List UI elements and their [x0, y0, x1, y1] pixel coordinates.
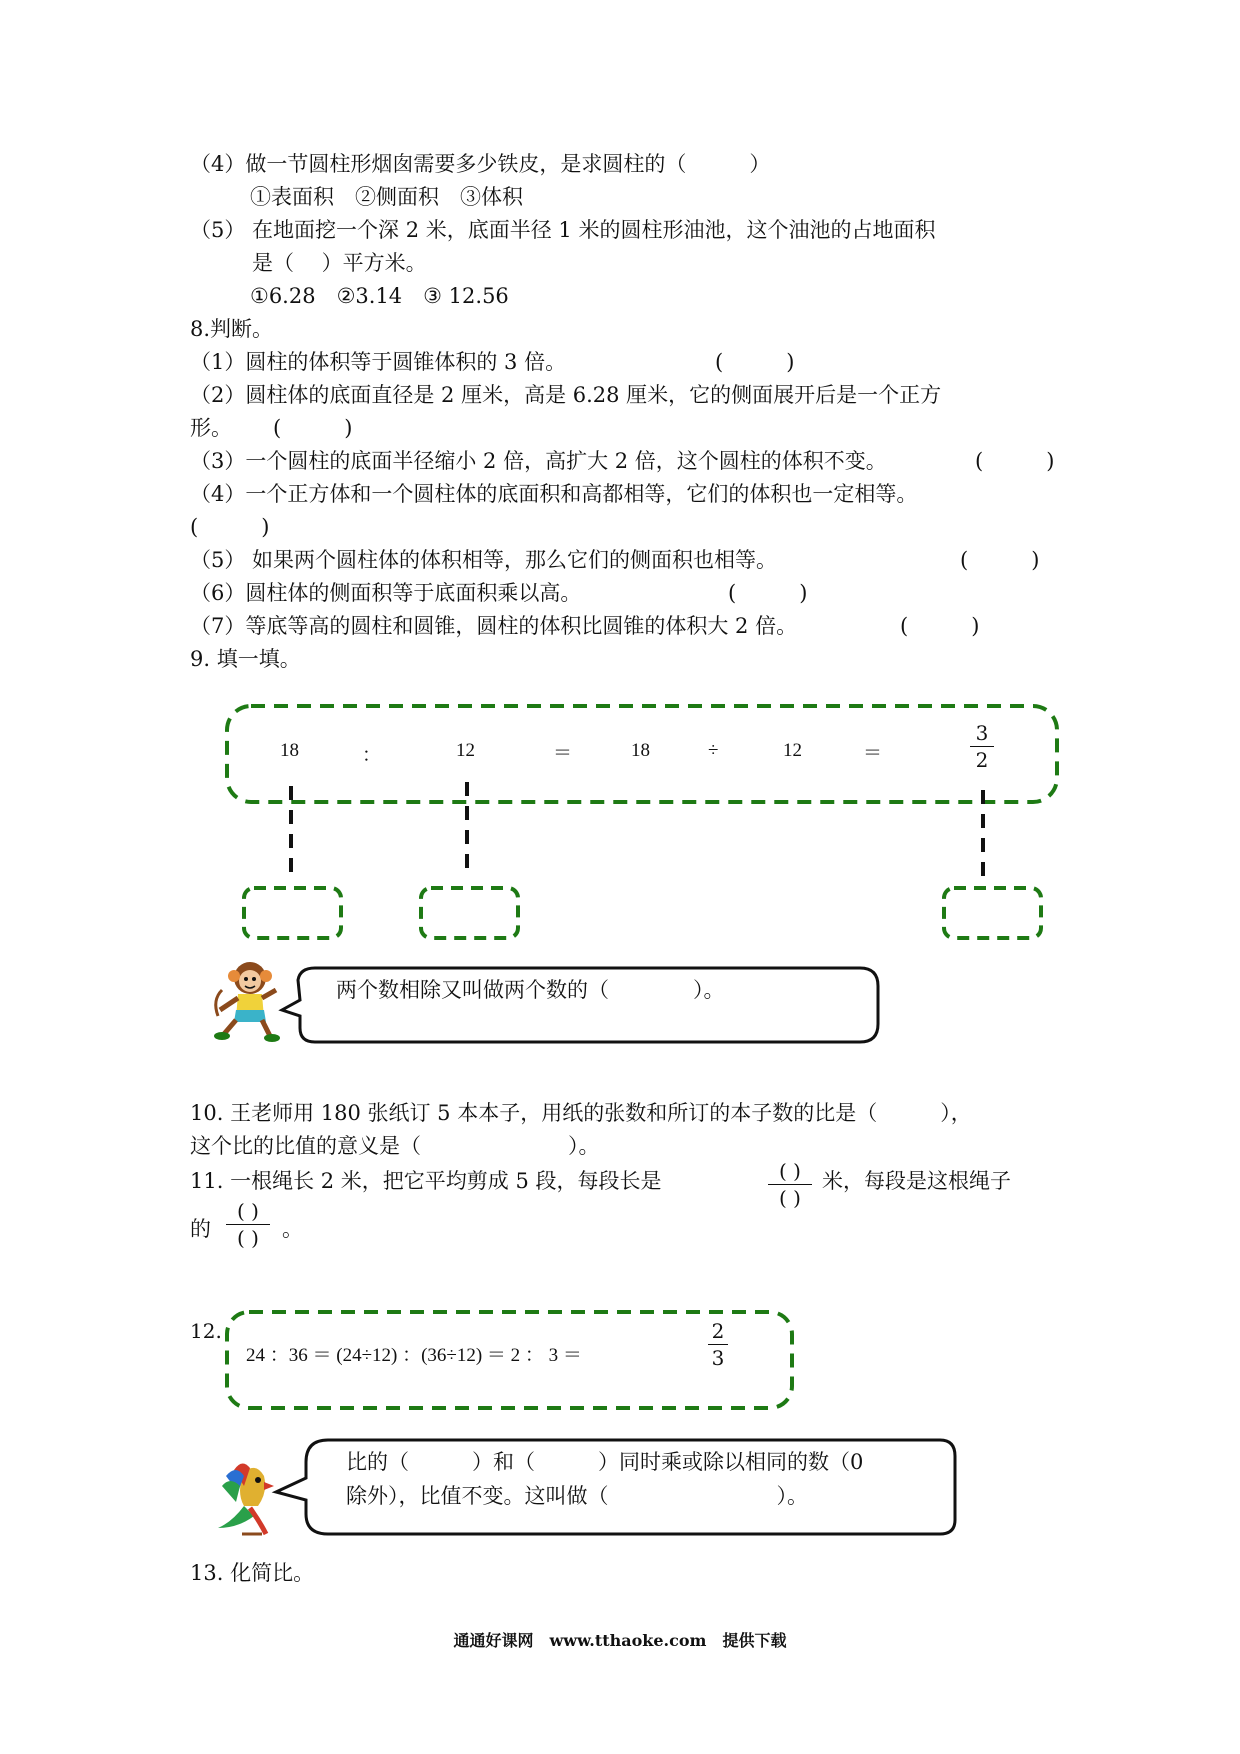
- q8-item-5-answer[interactable]: ( ): [960, 548, 1040, 572]
- q10-line1: 10. 王老师用 180 张纸订 5 本本子，用纸的张数和所订的本子数的比是（ ），: [190, 1101, 972, 1125]
- q11-fraction-2-den[interactable]: ( ): [237, 1226, 259, 1250]
- q8-item-5: （5） 如果两个圆柱体的体积相等，那么它们的侧面积也相等。: [190, 548, 778, 572]
- q8-item-3-answer[interactable]: ( ): [975, 449, 1055, 473]
- q8-item-7: （7）等底等高的圆柱和圆锥，圆柱的体积比圆锥的体积大 2 倍。: [190, 614, 798, 638]
- q8-item-4: （4）一个正方体和一个圆柱体的底面积和高都相等，它们的体积也一定相等。: [190, 482, 918, 506]
- q7-item4-options: ①表面积 ②侧面积 ③体积: [250, 185, 523, 209]
- q9-fraction-numerator: 3: [975, 721, 989, 745]
- q7-item5-line1: （5） 在地面挖一个深 2 米，底面半径 1 米的圆柱形油池，这个油池的占地面积: [190, 218, 936, 242]
- q8-title: 8.判断。: [190, 317, 274, 341]
- fraction-bar: [768, 1184, 812, 1185]
- q9-fraction: [970, 722, 994, 771]
- q9-token-7: 12: [783, 740, 802, 761]
- q9-fraction-denominator: 2: [975, 748, 989, 772]
- q11-fraction-1-num[interactable]: ( ): [779, 1159, 801, 1183]
- q8-item-6: （6）圆柱体的侧面积等于底面积乘以高。: [190, 581, 582, 605]
- q8-item-1-answer[interactable]: ( ): [715, 350, 795, 374]
- q11-fraction-1[interactable]: [768, 1160, 812, 1209]
- q11-fraction-2-num[interactable]: ( ): [237, 1199, 259, 1223]
- q8-item-6-answer[interactable]: ( ): [728, 581, 808, 605]
- answer-box-3: [944, 888, 1041, 938]
- q8-item-2-answer[interactable]: ( ): [273, 416, 353, 440]
- q7-item4: （4）做一节圆柱形烟囱需要多少铁皮，是求圆柱的（ ）: [190, 152, 771, 176]
- q12-label: 12.: [190, 1319, 222, 1343]
- fraction-bar: [708, 1344, 728, 1345]
- q11-fraction-2[interactable]: [226, 1200, 270, 1249]
- q12-fraction-numerator: 2: [711, 1319, 725, 1343]
- q9-token-2: ：: [362, 745, 382, 766]
- q11-line1: 11. 一根绳长 2 米，把它平均剪成 5 段，每段长是: [190, 1169, 662, 1193]
- q9-token-6: ÷: [708, 740, 719, 761]
- fraction-bar: [226, 1224, 270, 1225]
- q9-token-5: 18: [631, 740, 650, 761]
- q12-equation: 24 ：36 ＝ (24÷12) ：(36÷12) ＝ 2 ： 3 ＝: [246, 1345, 582, 1366]
- q8-item-2-cont: 形。: [190, 416, 232, 440]
- q13-title: 13. 化简比。: [190, 1561, 315, 1585]
- q11-unit: 米，每段是这根绳子: [822, 1169, 1011, 1193]
- monkey-icon: [214, 962, 280, 1042]
- q7-item5-line2: 是（ ）平方米。: [252, 251, 427, 275]
- q9-bubble-text: 两个数相除又叫做两个数的（ ）。: [336, 978, 725, 1002]
- q12-fraction-denominator: 3: [711, 1346, 725, 1370]
- q10-line2: 这个比的比值的意义是（ ）。: [190, 1134, 600, 1158]
- fraction-bar: [970, 746, 994, 747]
- q9-token-4: ＝: [553, 743, 573, 764]
- q9-title: 9. 填一填。: [190, 647, 301, 671]
- q9-token-3: 12: [456, 740, 475, 761]
- q12-fraction: [708, 1320, 728, 1369]
- q8-item-1: （1）圆柱的体积等于圆锥体积的 3 倍。: [190, 350, 567, 374]
- footer: 通通好课网 www.tthaoke.com 提供下载: [453, 1631, 787, 1650]
- q9-token-8: ＝: [863, 743, 883, 764]
- parrot-icon: [218, 1463, 274, 1534]
- answer-box-1: [244, 888, 341, 938]
- q9-token-1: 18: [280, 740, 299, 761]
- q11-end: 。: [282, 1217, 303, 1241]
- q11-fraction-1-den[interactable]: ( ): [779, 1186, 801, 1210]
- q11-line2: 的: [190, 1217, 211, 1241]
- q8-item-2: （2）圆柱体的底面直径是 2 厘米，高是 6.28 厘米，它的侧面展开后是一个正方: [190, 383, 942, 407]
- q12-bubble-line1: 比的（ ）和（ ）同时乘或除以相同的数（0: [346, 1450, 864, 1474]
- q7-item5-options: ①6.28 ②3.14 ③ 12.56: [250, 284, 509, 308]
- q8-item-3: （3）一个圆柱的底面半径缩小 2 倍，高扩大 2 倍，这个圆柱的体积不变。: [190, 449, 887, 473]
- q8-item-7-answer[interactable]: ( ): [900, 614, 980, 638]
- q12-bubble-line2: 除外），比值不变。这叫做（ ）。: [346, 1484, 808, 1508]
- q8-item-4-answer[interactable]: ( ): [190, 515, 270, 539]
- answer-box-2: [421, 888, 518, 938]
